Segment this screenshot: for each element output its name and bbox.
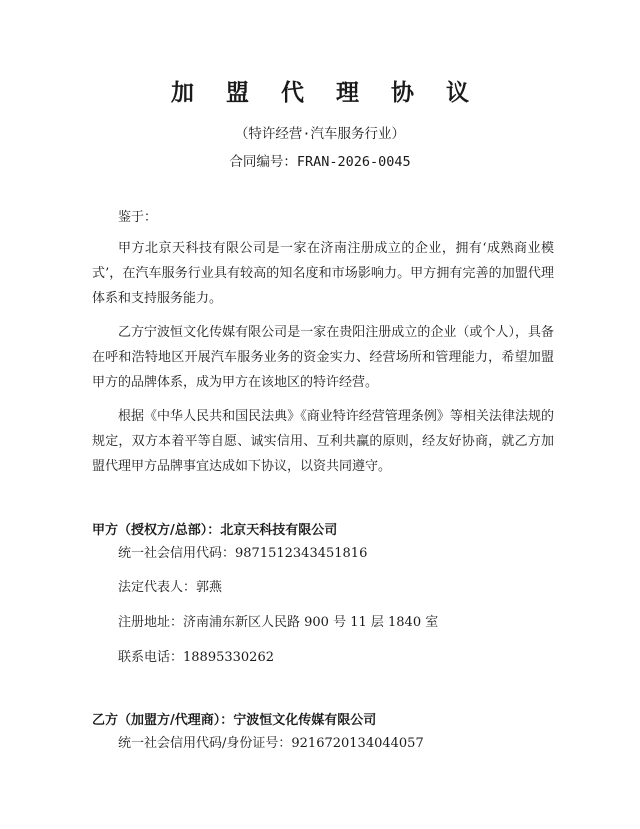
party-b-credit-code: 统一社会信用代码/身份证号：9216720134044057	[118, 736, 424, 751]
contract-number: 合同编号：FRAN-2026-0045	[229, 154, 411, 170]
party-a-credit-code: 统一社会信用代码：9871512343451816	[118, 546, 368, 561]
document-title: 加 盟 代 理 协 议	[170, 80, 482, 106]
party-a-phone: 联系电话：18895330262	[118, 650, 274, 665]
recital-paragraph-party-a: 甲方北京天科技有限公司是一家在济南注册成立的企业，拥有‘成熟商业模式’，在汽车服务行业具有较高的知名度和市场影响力。甲方拥有完善的加盟代理体系和支持服务能力。	[92, 241, 554, 306]
document-subtitle: （特许经营·汽车服务行业）	[234, 126, 406, 142]
party-a-heading: 甲方（授权方/总部）：北京天科技有限公司	[92, 523, 338, 538]
party-a-legal-rep: 法定代表人：郭燕	[118, 580, 223, 595]
party-a-address: 注册地址：济南浦东新区人民路 900 号 11 层 1840 室	[118, 615, 439, 630]
recital-paragraph-party-b: 乙方宁波恒文化传媒有限公司是一家在贵阳注册成立的企业（或个人），具备在呼和浩特地区开展汽车服务业务的资金实力、经营场所和管理能力，希望加盟甲方的品牌体系，成为甲方在该地区的特许经营。	[92, 325, 554, 390]
whereas-label: 鉴于：	[118, 210, 158, 225]
party-b-heading: 乙方（加盟方/代理商）：宁波恒文化传媒有限公司	[92, 713, 377, 728]
recital-paragraph-legal-basis: 根据《中华人民共和国民法典》《商业特许经营管理条例》等相关法律法规的规定，双方本着平等自愿、诚实信用、互利共赢的原则，经友好协商，就乙方加盟代理甲方品牌事宜达成如下协议，以资共同遵守。	[92, 409, 554, 474]
